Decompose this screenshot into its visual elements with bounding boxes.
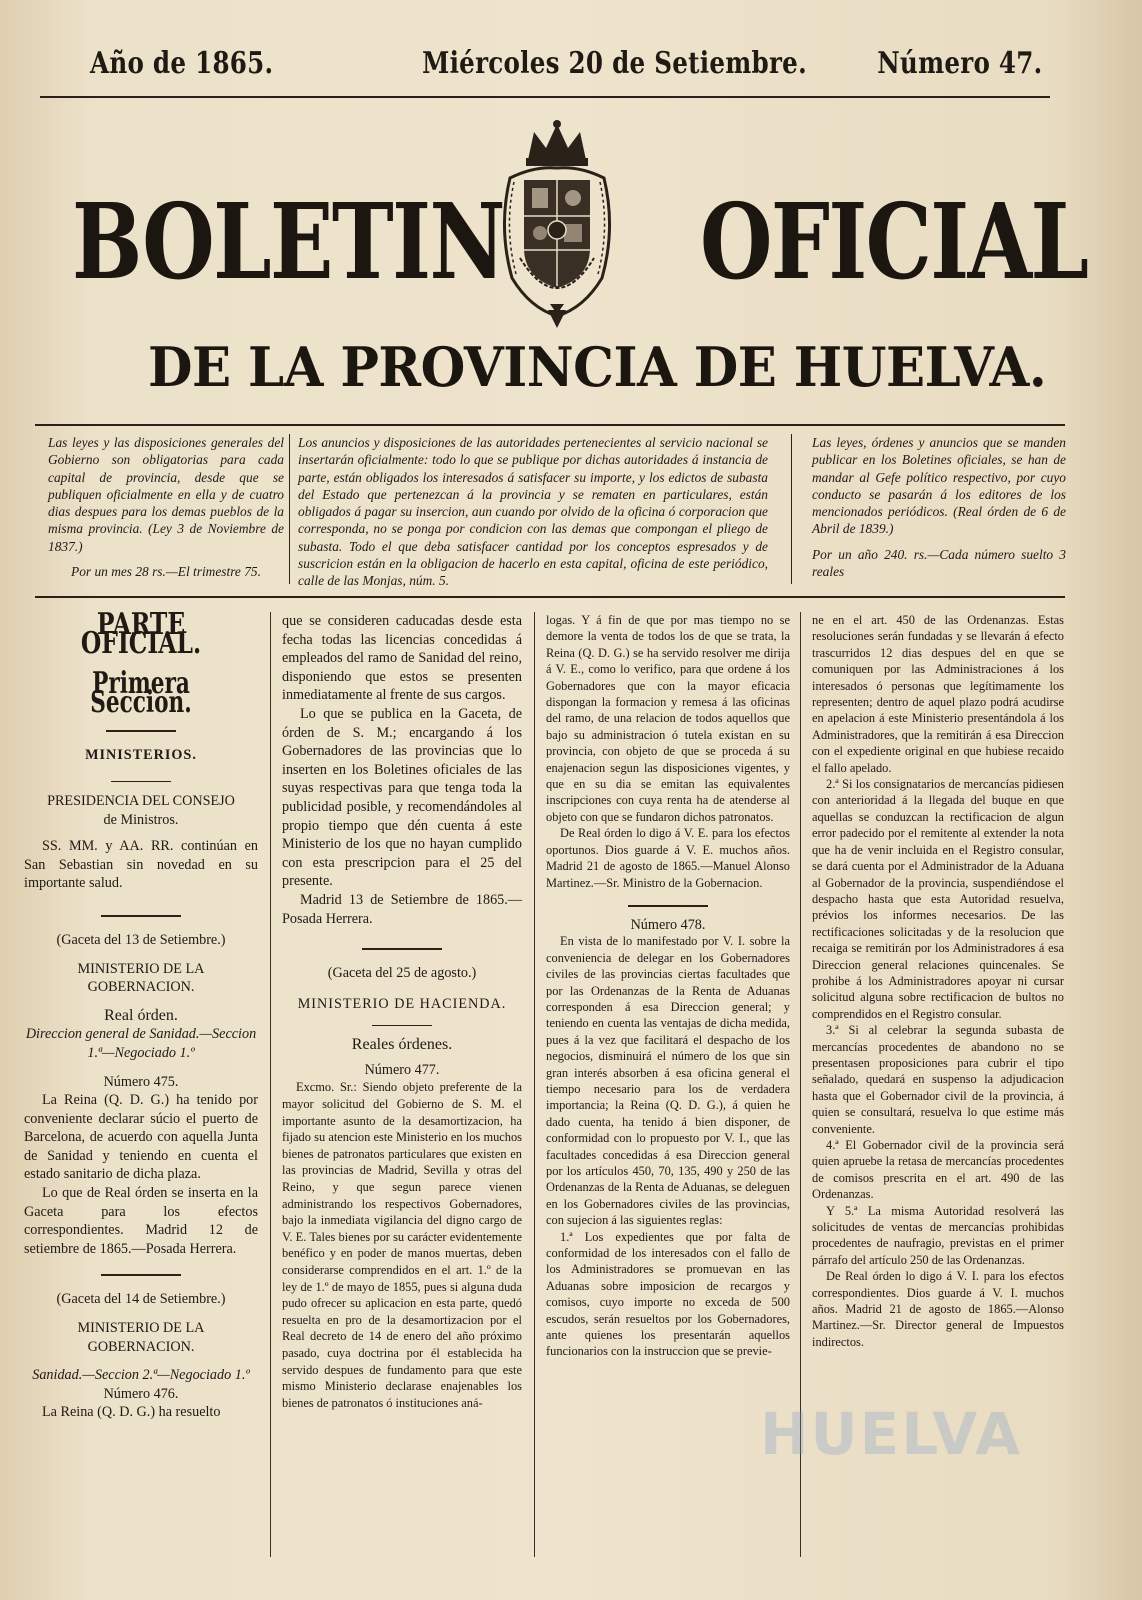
number-heading: Número 478. — [630, 916, 706, 933]
ornament-rule — [372, 1025, 432, 1026]
section-rule — [362, 948, 442, 950]
paragraph: Excmo. Sr.: Siendo objeto preferente de la mayor solicitud del Gobierno de S. M. el importante asunto de la desamortizacion, ha fijado su atencion este Ministerio en los muchos bienes de patronatos particulares que existen en las provincias de Madrid, Sevilla y otras del Reino, y que segun parece vienen administrando los respectivos Gobernadores, bajo la inmediata vigilancia del digno cargo de V. E. Tales bienes por su carácter evidentemente benéfico y en poder de manos muertas, deben considerarse comprendidos en el art. 1.º de la ley de 1.º de mayo de 1855, pues si alguna duda pudo ofrecer su aplicacion en esta parte, quedó resuelta en pro de la desamortizacion por el Real decreto de 14 de enero del año próximo pasado, cuya doctrina por él establecida ha servido despues de fundamento para que este mismo Ministerio declarase enajenables los bienes de patronatos ó instituciones aná- — [282, 1080, 522, 1410]
paragraph: SS. MM. y AA. RR. continúan en San Sebastian sin novedad en su importante salud. — [24, 838, 258, 892]
signature-line: Madrid 13 de Setiembre de 1865.—Posada Herrera. — [282, 891, 522, 927]
direccion-line: Direccion general de Sanidad.—Seccion 1.ª—Negociado 1.º — [25, 1026, 257, 1061]
reales-ordenes-heading: Reales órdenes. — [351, 1036, 453, 1054]
real-orden-heading: Real órden. — [104, 1006, 178, 1024]
number-heading: Número 475. — [103, 1073, 179, 1090]
notice-divider — [289, 434, 290, 584]
presidencia-subheading: de Ministros. — [103, 811, 179, 828]
notice-center — [298, 434, 768, 590]
ornament-rule — [111, 781, 171, 782]
paragraph: ne en el art. 450 de las Ordenanzas. Estas resoluciones serán fundadas y se llevarán á efecto trascurridos 12 dias despues del en que se comuniquen por las Administraciones á los interesados ó personas que legítimamente los representen; dentro de aquel plazo podrá acudirse en apelacion á este Ministerio presentándola á los Administradores, que la remitirán á esa Direccion con el expediente original en que hubiese recaido el fallo apelado. — [812, 613, 1064, 775]
section-rule — [628, 905, 708, 907]
notice-divider — [791, 434, 792, 584]
primera-seccion-heading: Primera Seccion. — [90, 666, 192, 720]
gaceta-citation: (Gaceta del 14 de Setiembre.) — [56, 1291, 226, 1308]
ministerio-heading: MINISTERIO DE HACIENDA. — [297, 995, 507, 1012]
notices-bottom-rule — [35, 596, 1065, 598]
section-rule — [101, 915, 181, 917]
masthead-title-left: BOLETIN — [72, 180, 504, 303]
ornament-rule — [106, 730, 176, 732]
paragraph: La Reina (Q. D. G.) ha tenido por conveniente declarar súcio el puerto de Barcelona, de acuerdo con aquella Junta de Sanidad y teniendo en cuenta el estado sanitario de dicha plaza. — [24, 1092, 258, 1183]
section-rule — [101, 1274, 181, 1276]
gaceta-citation: (Gaceta del 25 de agosto.) — [327, 965, 477, 982]
column-4 — [812, 612, 1064, 1350]
sanidad-line: Sanidad.—Seccion 2.ª—Negociado 1.º — [32, 1367, 250, 1384]
ministerio-heading: MINISTERIO DE LA GOBERNACION. — [77, 960, 205, 996]
parte-oficial-heading: PARTE OFICIAL. — [80, 607, 202, 661]
paragraph: Lo que de Real órden se inserta en la Gaceta para los efectos correspondientes. Madrid 12 de setiembre de 1865.—Posada Herrera. — [24, 1185, 258, 1257]
paragraph: 3.ª Si al celebrar la segunda subasta de mercancías procedentes de abandono no se presentasen proposiciones para cubrir el tipo señalado, quedará en suspenso la adjudicacion hasta que el Gobernador civil de la provincia, á quien se consultará, resuelva lo que estime más conveniente. — [812, 1023, 1064, 1136]
ministerio-heading: MINISTERIO DE LA GOBERNACION. — [77, 1320, 205, 1355]
archive-watermark: HUELVA — [760, 1400, 1023, 1468]
paragraph: logas. Y á fin de que por mas tiempo no se demore la venta de todos los de que se trata, la Reina (Q. D. G.) se ha servido resolver me dirija á V. E., como lo verifico, para que ordene á los Gobernadores que con la mayor eficacia dispongan la formacion y remesa á las oficinas del ramo, de una relacion de todos aquellos que bajo su administracion ó tutela existan en su provincia, con objeto de que se proceda á su enajenacion segun las disposiciones vigentes, y que en su dia se emitan las equivalentes inscripciones con cuya renta ha de atenderse al objeto con que se fundaron dichos patronatos. — [546, 613, 790, 824]
column-3 — [546, 612, 790, 1360]
paragraph: que se consideren caducadas desde esta fecha todas las licencias concedidas á empleados del ramo de Sanidad del reino, disponiendo que estos se presenten inmediatamente al frente de sus cargos. — [282, 613, 522, 704]
paragraph: La Reina (Q. D. G.) ha resuelto — [42, 1404, 221, 1421]
presidencia-heading: PRESIDENCIA DEL CONSEJO — [47, 792, 235, 809]
paragraph: En vista de lo manifestado por V. I. sobre la conveniencia de delegar en los Gobernadores civiles de las provincias ciertas facultades que por las Ordenanzas de la Renta de Aduanas corresponden á esa Direccion general; y teniendo en cuenta las ventajas de dicha medida, pues á la vez que facilitará el despacho de los negocios, disminuirá el número de los que sin gran interés absorben á esa oficina general el tiempo necesario para los de verdadera importancia; la Reina (Q. D. G.), á quien he dado cuenta, ha tenido á bien disponer, de conformidad con lo propuesto por V. I., que las facultades concedidas á esa Direccion general por los artículos 450, 70, 135, 490 y 250 de las Ordenanzas de la Renta de Aduanas, se deleguen en los Gobernadores civiles de las provincias, con sujecion á las siguientes reglas: — [546, 934, 790, 1228]
header-rule — [40, 96, 1050, 98]
number-heading: Número 477. — [364, 1061, 440, 1078]
paragraph: De Real órden lo digo á V. E. para los efectos oportunos. Dios guarde á V. E. muchos años. Madrid 21 de agosto de 1865.—Manuel Alonso Martinez.—Sr. Ministro de la Gobernacion. — [546, 826, 790, 890]
issue-number: Número 47. — [877, 46, 1043, 81]
notice-right-price: Por un año 240. rs.—Cada número suelto 3 reales — [812, 546, 1066, 580]
notices-top-rule — [35, 424, 1065, 426]
gaceta-citation: (Gaceta del 13 de Setiembre.) — [56, 931, 226, 948]
paragraph: Y 5.ª La misma Autoridad resolverá las solicitudes de ventas de mercancías prohibidas procedentes de naufragio, previstas en el primer párrafo del artículo 250 de las Ordenanzas. — [812, 1203, 1064, 1267]
notice-right-text: Las leyes, órdenes y anuncios que se manden publicar en los Boletines oficiales, se han de mandar al Gefe político respectivo, por cuyo conducto se pasarán á los editores de los mencionados periódicos. (Real órden de 6 de Abril de 1839.) — [812, 435, 1066, 537]
coat-of-arms-emblem — [490, 118, 625, 333]
column-1 — [24, 607, 258, 1422]
notice-left-text: Las leyes y las disposiciones generales del Gobierno son obligatorias para cada capital de provincia, desde que se publiquen oficialmente en ella y de cuatro dias despues para los demas pueblos de la misma provincia. (Ley 3 de Noviembre de 1837.) — [48, 435, 284, 554]
paragraph: Lo que se publica en la Gaceta, de órden de S. M.; encargando á los Gobernadores de las provincias que lo inserten en los Boletines oficiales de las suyas respectivas para que tenga toda la publicidad posible, y recomendándoles al propio tiempo que dén cuenta á este Ministerio de los que no hayan cumplido con esta prescripcion para el 25 del presente. — [282, 705, 522, 890]
paragraph: 2.ª Si los consignatarios de mercancías pidiesen con anterioridad á la llegada del buque en que aquellas se conduzcan la rectificacion de algun error padecido por el remitente al extender la nota que ha de venir incluida en el Registro consular, se dará cuenta por el Administrador de la Aduana al Gobernador de la provincia, suspendiéndose el despacho hasta que esta Autoridad resuelva, prévios los informes necesarios. De las rectificaciones solicitadas y de la resolucion que recaiga se remitirán por los Administradores á esa Direccion general relaciones quincenales. Se prohibe á los Administradores apoyar ni cursar solicitud alguna sobre rectificacion de bultos no comprendidos en el Registro consular. — [812, 777, 1064, 1021]
masthead-title-right: OFICIAL — [700, 180, 1088, 303]
ministerios-heading: MINISTERIOS. — [85, 747, 197, 764]
number-heading: Número 476. — [103, 1385, 179, 1402]
issue-year: Año de 1865. — [90, 46, 274, 81]
column-divider — [534, 612, 535, 1557]
paragraph: 1.ª Los expedientes que por falta de conformidad de los interesados con el fallo de los Administradores se promuevan en las Aduanas sobre imposicion de recargos y comisos, cuyo importe no exceda de 500 escudos, serán resueltos por los Gobernadores, ante quienes los presentarán aquellos funcionarios con la instruccion que se previe- — [546, 1229, 790, 1359]
notice-right — [812, 434, 1066, 580]
notice-left-price: Por un mes 28 rs.—El trimestre 75. — [71, 564, 261, 580]
issue-date: Miércoles 20 de Setiembre. — [422, 46, 807, 81]
notice-left — [48, 434, 284, 580]
paragraph: De Real órden lo digo á V. I. para los efectos correspondientes. Dios guarde á V. I. muchos años. Madrid 21 de agosto de 1865.—Alonso Martinez.—Sr. Director general de Impuestos indirectos. — [812, 1269, 1064, 1349]
column-divider — [270, 612, 271, 1557]
masthead-subtitle: DE LA PROVINCIA DE HUELVA. — [148, 335, 1047, 399]
notice-center-text: Los anuncios y disposiciones de las autoridades pertenecientes al servicio nacional se insertarán oficialmente: todo lo que se publique por dichas autoridades á instancia de parte, están obligados los interesados á satisfacer su importe, y los edictos de subasta del Estado que pertenezcan á la provincia y se rematen en particulares, están obligados á pagar su insercion, aun cuando por olvido de la oficina ó corporacion que corresponda, no se ponga por condicion con las demas que compongan el pliego de subasta. Todo el que deba satisfacer cantidad por los conceptos espresados y de suscricion están en la obligacion de hacerlo en esta capital, oficina de este periódico, calle de las Monjas, núm. 5. — [298, 435, 768, 589]
column-2 — [282, 612, 522, 1411]
paragraph: 4.ª El Gobernador civil de la provincia será quien apruebe la retasa de mercancías procedentes de comisos prescrita en el art. 490 de las Ordenanzas. — [812, 1138, 1064, 1202]
